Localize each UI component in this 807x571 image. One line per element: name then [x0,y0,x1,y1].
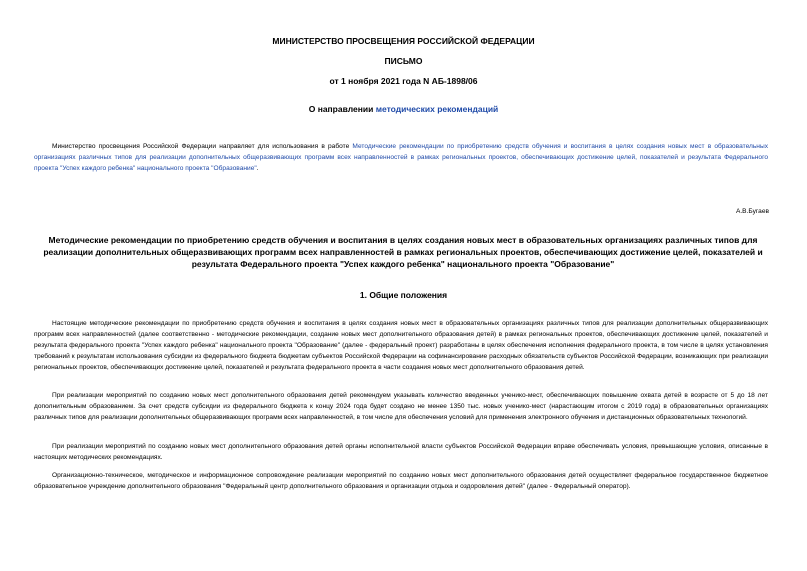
subject-link[interactable]: методических рекомендаций [375,104,499,114]
subject-prefix: О направлении [308,104,376,114]
intro-paragraph [34,141,768,174]
recommendations-title: Методические рекомендации по приобретению средств обучения и воспитания в целях создания новых мест в образовательных организациях различных типов для реализации дополнительных общеразвивающих программ всех направленностей в рамках региональных проектов, обеспечивающих достижение целей, показателей и результата Федерального проекта "Успех каждого ребенка" национального проекта "Образование" [43,235,763,269]
paragraph-3: При реализации мероприятий по созданию новых мест дополнительного образования детей органы исполнительной власти субъектов Российской Федерации вправе обеспечивать условия, превышающие условия, описанные в настоящих методических рекомендациях. [34,443,768,461]
document-type: ПИСЬМО [384,56,423,66]
document-subject [0,104,807,114]
signature: А.В.Бугаев [735,208,769,215]
paragraph-2: При реализации мероприятий по созданию новых мест дополнительного образования детей рекомендуем указывать количество введенных ученико-мест, обеспечивающих повышение охвата детей в возрасте от 5 до 18 лет дополнительным образованием. За счет средств субсидии из федерального бюджета к концу 2024 года будет создано не менее 1350 тыс. новых ученико-мест (нарастающим итогом с 2019 года) в образовательных организациях различных типов для реализации дополнительных общеразвивающих программ всех направленностей, в том числе для обеспечения условий для применения электронного обучения и дистанционных образовательных технологий. [34,392,768,421]
ministry-heading: МИНИСТЕРСТВО ПРОСВЕЩЕНИЯ РОССИЙСКОЙ ФЕДЕРАЦИИ [272,36,535,46]
paragraph-4: Организационно-техническое, методическое и информационное сопровождение реализации мероприятий по созданию новых мест дополнительного образования детей осуществляет федеральное государственное бюджетное образовательное учреждение дополнительного образования "Федеральный центр дополнительного образования и организации отдыха и оздоровления детей" (далее - Федеральный оператор). [34,472,768,490]
intro-text-end: . [256,165,259,172]
intro-text: Министерство просвещения Российской Федерации направляет для использования в работе [52,143,353,150]
paragraph-1: Настоящие методические рекомендации по приобретению средств обучения и воспитания в целях создания новых мест в образовательных организациях различных типов для реализации дополнительных общеразвивающих программ всех направленностей (далее соответственно - методические рекомендации, создание новых мест дополнительного образования детей) в рамках региональных проектов, обеспечивающих достижение целей, показателей и результата федерального проекта "Успех каждого ребенка" национального проекта "Образование" (далее - федеральный проект) разработаны в целях обеспечения исполнения федерального проекта, в том числе в целях установления требований к результатам использования субсидии из федерального бюджета бюджетам субъектов Российской Федерации на софинансирование расходных обязательств субъектов Российской Федерации, возникающих при реализации региональных проектов, обеспечивающих достижение целей, показателей и результата федерального проекта в части создания новых мест дополнительного образования детей. [34,320,768,371]
recommendations-link[interactable]: Методические рекомендации по приобретению средств обучения и воспитания в целях создания новых мест в образовательных организациях различных типов для реализации дополнительных общеразвивающих программ всех направленностей в рамках региональных проектов, обеспечивающих достижение целей, показателей и результата Федерального проекта "Успех каждого ребенка" национального проекта "Образование" [34,143,768,172]
document-date-number: от 1 ноября 2021 года N АБ-1898/06 [329,76,478,86]
section-title: 1. Общие положения [359,290,448,300]
